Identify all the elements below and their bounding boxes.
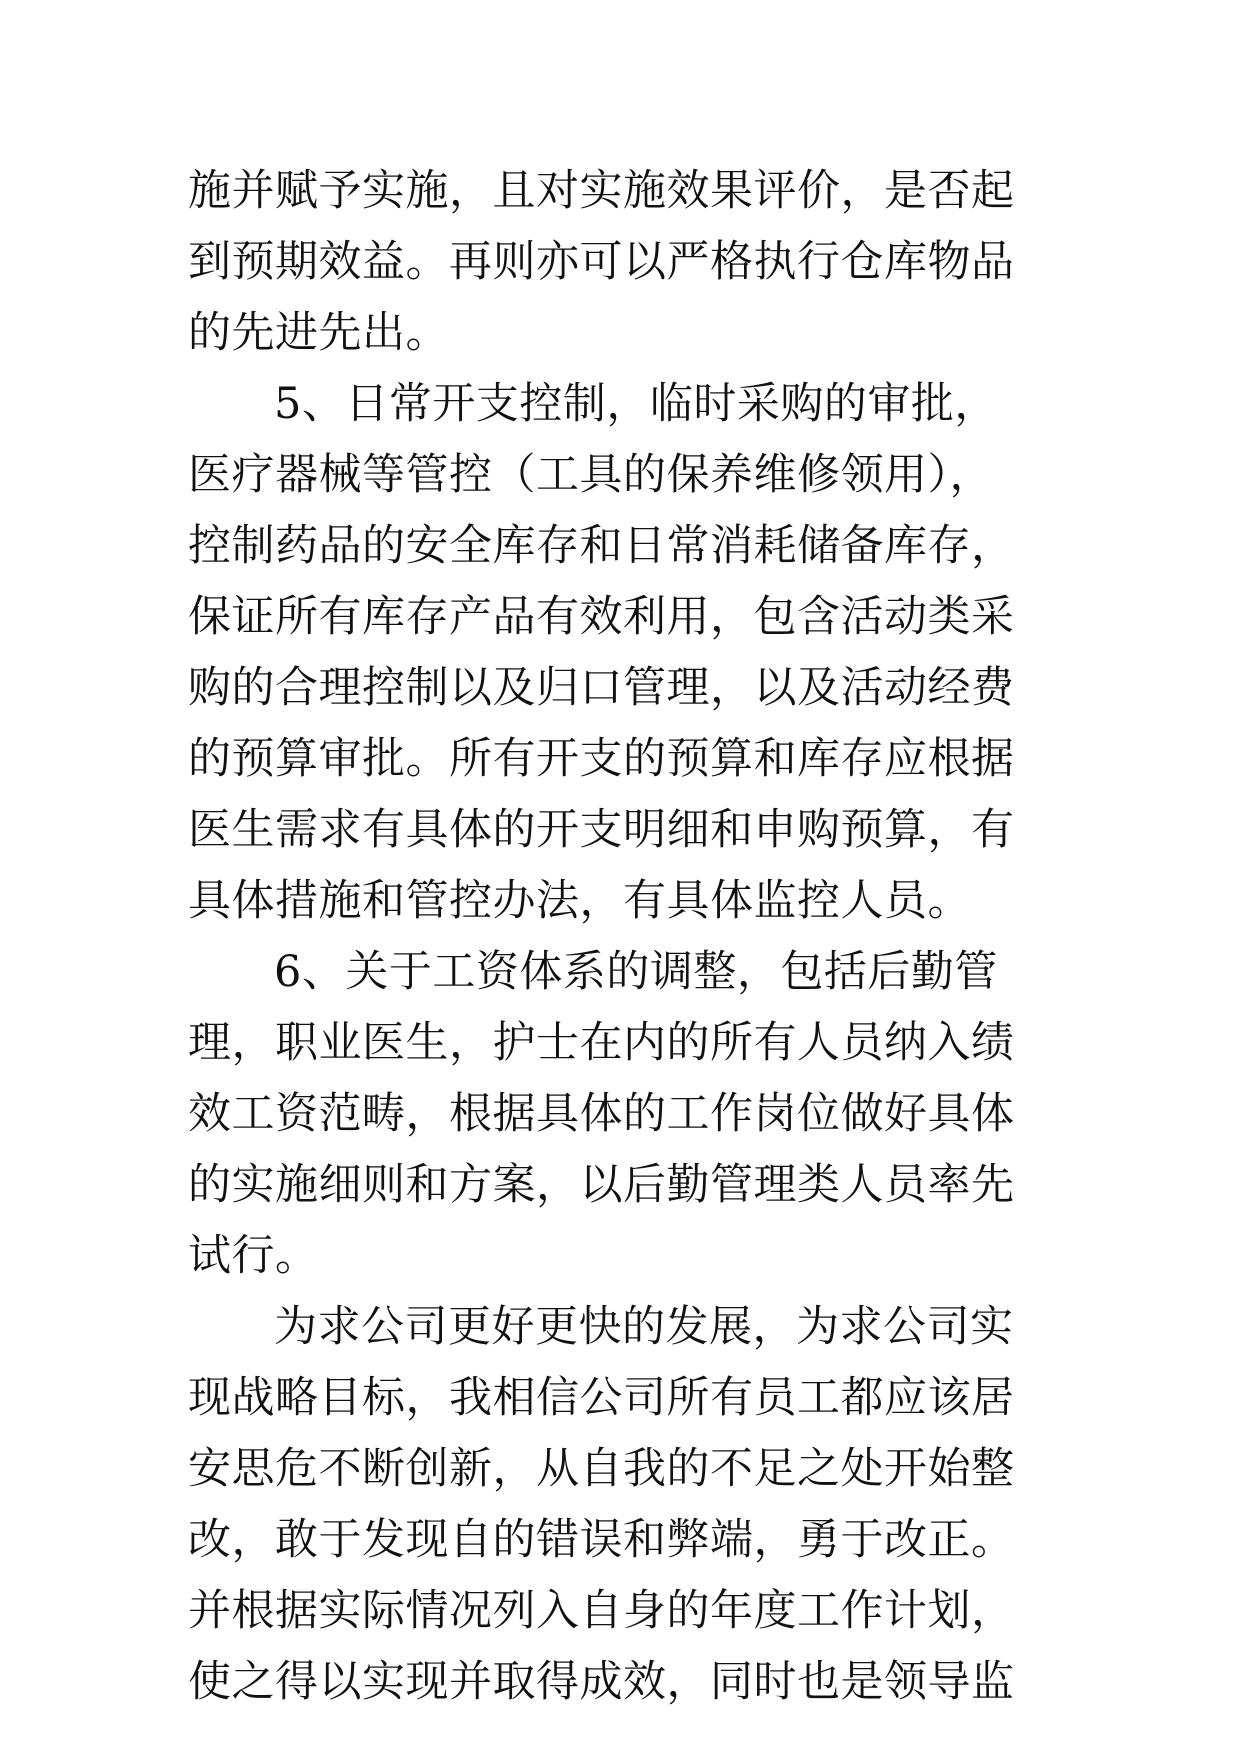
text-line: 6、关于工资体系的调整，包括后勤管 (274, 947, 998, 997)
text-line: 购的合理控制以及归口管理，以及活动经费 (188, 663, 1015, 713)
text-line: 安思危不断创新，从自我的不足之处开始整 (188, 1444, 1015, 1494)
text-line: 具体措施和管控办法，有具体监控人员。 (188, 876, 971, 926)
text-line: 保证所有库存产品有效利用，包含活动类采 (188, 592, 1015, 642)
document-body (188, 156, 1088, 1718)
text-line: 改，敢于发现自的错误和弊端，勇于改正。 (188, 1515, 1015, 1565)
text-line: 到预期效益。再则亦可以严格执行仓库物品 (188, 237, 1015, 287)
text-line: 并根据实际情况列入自身的年度工作计划， (188, 1586, 1015, 1636)
paragraph-1 (188, 156, 1088, 369)
text-line: 控制药品的安全库存和日常消耗储备库存， (188, 521, 1015, 571)
text-line: 施并赋予实施，且对实施效果评价，是否起 (188, 166, 1015, 216)
text-line: 使之得以实现并取得成效，同时也是领导监 (188, 1657, 1015, 1707)
paragraph-3 (188, 937, 1088, 1292)
paragraph-4 (188, 1292, 1088, 1718)
text-line: 的先进先出。 (188, 308, 449, 358)
text-line: 效工资范畴，根据具体的工作岗位做好具体 (188, 1089, 1015, 1139)
text-line: 试行。 (188, 1231, 319, 1281)
text-line: 的预算审批。所有开支的预算和库存应根据 (188, 734, 1015, 784)
text-line: 医生需求有具体的开支明细和申购预算，有 (188, 805, 1015, 855)
text-line: 理，职业医生，护士在内的所有人员纳入绩 (188, 1018, 1015, 1068)
paragraph-2 (188, 369, 1088, 937)
text-line: 现战略目标，我相信公司所有员工都应该居 (188, 1373, 1015, 1423)
text-line: 医疗器械等管控（工具的保养维修领用）， (188, 450, 993, 500)
text-line: 为求公司更好更快的发展，为求公司实 (274, 1302, 1014, 1352)
text-line: 5、日常开支控制，临时采购的审批， (274, 379, 998, 429)
text-line: 的实施细则和方案，以后勤管理类人员率先 (188, 1160, 1015, 1210)
